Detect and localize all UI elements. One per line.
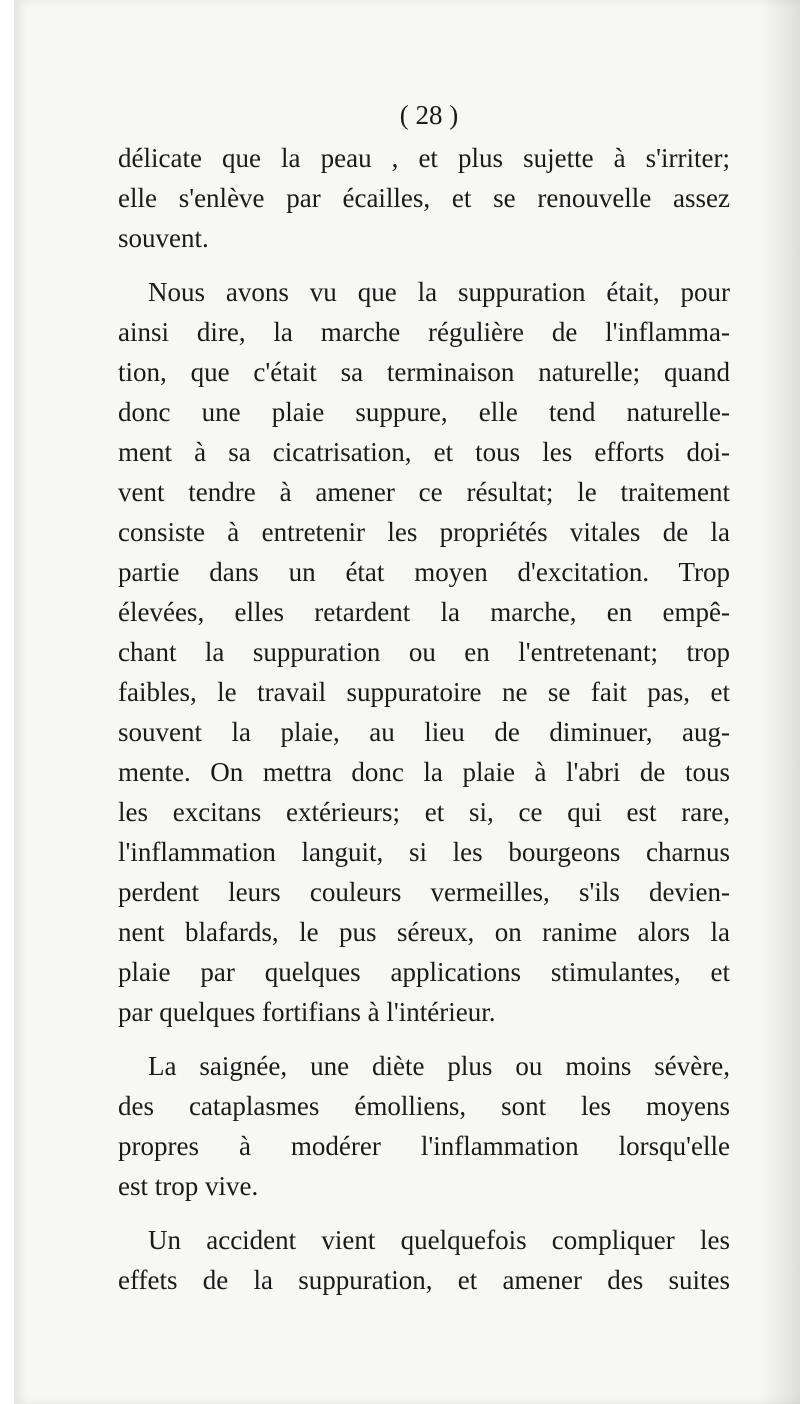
- text-line: consiste à entretenir les propriétés vitales de la: [118, 517, 730, 547]
- text-line: souvent.: [118, 223, 209, 253]
- text-line: les excitans extérieurs; et si, ce qui est rare,: [118, 797, 730, 827]
- text-line: ainsi dire, la marche régulière de l'inflamma-: [118, 317, 730, 347]
- text-line: souvent la plaie, au lieu de diminuer, aug-: [118, 717, 730, 747]
- text-line: délicate que la peau , et plus sujette à s'irriter;: [118, 143, 730, 173]
- page-number: ( 28 ): [399, 100, 459, 130]
- text-line: elle s'enlève par écailles, et se renouvelle assez: [118, 183, 730, 213]
- text-line: La saignée, une diète plus ou moins sévère,: [148, 1051, 730, 1081]
- text-line: élevées, elles retardent la marche, en empê-: [118, 597, 730, 627]
- text-line: faibles, le travail suppuratoire ne se fait pas, et: [118, 677, 730, 707]
- page-text: [118, 92, 730, 1300]
- text-line: par quelques fortifians à l'intérieur.: [118, 997, 496, 1027]
- text-line: propres à modérer l'inflammation lorsqu'elle: [118, 1131, 730, 1161]
- text-line: est trop vive.: [118, 1171, 259, 1201]
- text-line: mente. On mettra donc la plaie à l'abri de tous: [118, 757, 730, 787]
- text-line: partie dans un état moyen d'excitation. Trop: [118, 557, 730, 587]
- text-line: vent tendre à amener ce résultat; le traitement: [118, 477, 730, 507]
- text-line: l'inflammation languit, si les bourgeons charnus: [118, 837, 730, 867]
- text-line: plaie par quelques applications stimulantes, et: [118, 957, 730, 987]
- text-line: ment à sa cicatrisation, et tous les efforts doi-: [118, 437, 730, 467]
- text-line: donc une plaie suppure, elle tend naturelle-: [118, 397, 730, 427]
- text-line: des cataplasmes émolliens, sont les moyens: [118, 1091, 730, 1121]
- text-line: effets de la suppuration, et amener des suites: [118, 1265, 730, 1295]
- text-line: perdent leurs couleurs vermeilles, s'ils devien-: [118, 877, 730, 907]
- text-line: tion, que c'était sa terminaison naturelle; quand: [118, 357, 730, 387]
- text-line: Un accident vient quelquefois compliquer les: [148, 1225, 730, 1255]
- text-line: Nous avons vu que la suppuration était, pour: [148, 277, 730, 307]
- page-edge-shadow: [760, 0, 800, 1404]
- text-line: nent blafards, le pus séreux, on ranime alors la: [118, 917, 730, 947]
- book-page: [14, 0, 800, 1404]
- text-line: chant la suppuration ou en l'entretenant; trop: [118, 637, 730, 667]
